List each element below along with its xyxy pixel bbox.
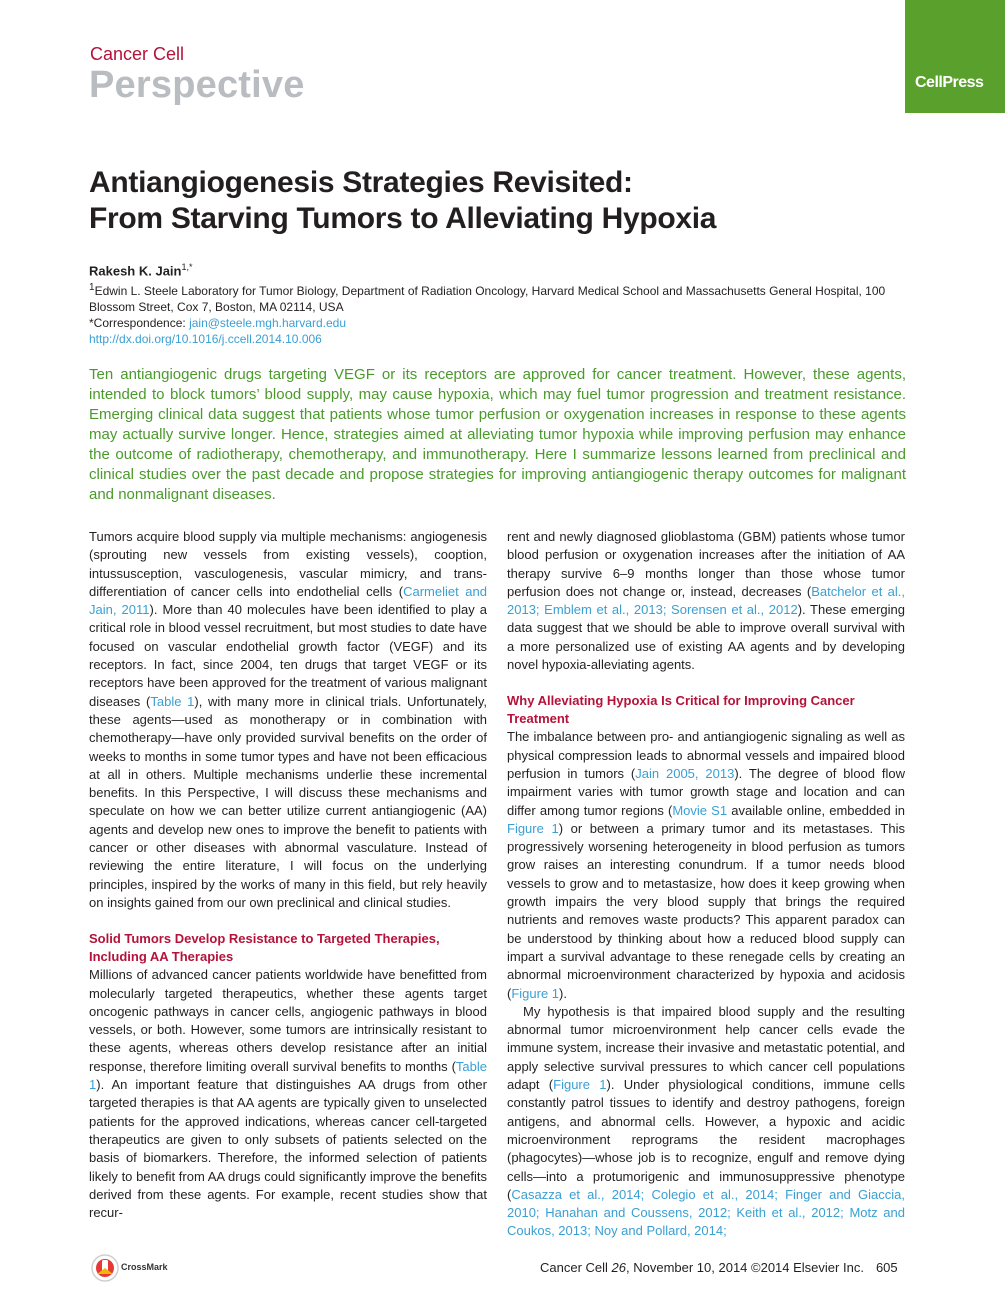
doi-link[interactable]: http://dx.doi.org/10.1016/j.ccell.2014.10.006 — [89, 332, 322, 346]
table-link[interactable]: Table 1 — [150, 693, 195, 709]
author-marks: 1,* — [181, 262, 193, 272]
section-heading: Solid Tumors Develop Resistance to Targeted Therapies, Including AA Therapies — [89, 931, 440, 965]
cellpress-logo: CellPress — [915, 74, 984, 91]
title-line: From Starving Tumors to Alleviating Hypoxia — [89, 202, 717, 235]
correspondence: *Correspondence: jain@steele.mgh.harvard.edu — [89, 316, 346, 330]
table-link[interactable]: Table 1 — [89, 1058, 487, 1093]
author-name: Rakesh K. Jain — [89, 263, 182, 279]
section-heading: Why Alleviating Hypoxia Is Critical for Improving Cancer Treatment — [507, 693, 855, 727]
crossmark-icon[interactable] — [91, 1254, 119, 1282]
affiliation-block — [89, 280, 909, 347]
paragraph: Millions of advanced cancer patients worldwide have benefitted from molecularly targeted therapeutics, whether these agents target oncogenic pathways in cancer cells, angiogenic pathways in blood vessels, or both. However, some tumors are intrinsically resistant to these agents, whereas others develop resistance after an initial response, therefore limiting overall survival benefits to months (Table 1). An important feature that distinguishes AA drugs from other targeted therapies is that AA agents are typically given to unselected patients for the approved indications, whereas cancer cell-targeted therapeutics are given to only subsets of patients selected on the basis of biomarkers. Therefore, the informed selection of patients likely to benefit from AA drugs could significantly improve the benefits derived from these agents. For example, recent studies show that recur- — [89, 967, 487, 1221]
crossmark-label: CrossMark — [121, 1262, 168, 1272]
volume: 26 — [611, 1260, 626, 1275]
paragraph: rent and newly diagnosed glioblastoma (GBM) patients whose tumor blood perfusion or oxygenation increases after the initiation of AA therapy survive 6–9 months longer than those whose tumor perfusion does not change or, instead, decreases (Batchelor et al., 2013; Emblem et al., 2013; Sorensen et al., 2012). These emerging data suggest that we should be able to improve overall survival with a more personalized use of existing AA agents and by developing novel hypoxia-alleviating agents. — [507, 529, 906, 673]
citation-link[interactable]: Casazza et al., 2014; Colegio et al., 2014; Finger and Giaccia, 2010; Hanahan and Coussens, 2012; Keith et al., 2012; Motz and Coukos, 2013; Noy and Pollard, 2014; — [507, 1186, 905, 1239]
cellpress-tab — [905, 0, 1005, 113]
abstract: Ten antiangiogenic drugs targeting VEGF or its receptors are approved for cancer treatment. However, these agents, intended to block tumors’ blood supply, may cause hypoxia, which may fuel tumor progression and treatment resistance. Emerging clinical data suggest that patients whose tumor perfusion or oxygenation increases in response to these agents may actually survive longer. Hence, strategies aimed at alleviating tumor hypoxia while improving perfusion may enhance the outcome of radiotherapy, chemotherapy, and immunotherapy. Here I summarize lessons learned from preclinical and clinical studies over the past decade and propose strategies for improving antiangiogenic therapy outcomes for malignant and nonmalignant diseases. — [89, 366, 906, 503]
affiliation-mark: 1 — [89, 282, 95, 293]
paragraph: My hypothesis is that impaired blood supply and the resulting abnormal tumor microenvironment help cancer cells evade the immune system, increase their invasive and metastatic potential, and apply selective survival pressures to which cancer cell populations adapt (Figure 1). Under physiological conditions, immune cells constantly patrol tissues to identify and destroy pathogens, foreign antigens, and abnormal cells. However, a hypoxic and acidic microenvironment reprograms the resident macrophages (phagocytes)—whose job is to recognize, engulf and remove dying cells—into a protumorigenic and immunosuppressive phenotype (Casazza et al., 2014; Colegio et al., 2014; Finger and Giaccia, 2010; Hanahan and Coussens, 2012; Keith et al., 2012; Motz and Coukos, 2013; Noy and Pollard, 2014; — [507, 1003, 906, 1239]
journal-name: Cancer Cell — [90, 44, 185, 64]
citation-link[interactable]: Carmeliet and Jain, 2011 — [89, 583, 487, 618]
affiliation: $^1$Edwin L. Steele Laboratory for Tumor Biology, Department of Radiation Oncology, Harvard Medical School and Massachusetts General Hospital, 100 Blossom Street, Cox 7, Boston, MA 02114, USA — [89, 282, 886, 314]
paragraph: Tumors acquire blood supply via multiple mechanisms: angiogenesis (sprouting new vessels from existing vessels), cooption, intussusception, vasculogenesis, vascular mimicry, and trans-differentiation of cancer cells into endothelial cells (Carmeliet and Jain, 2011). More than 40 molecules have been identified to play a critical role in blood vessel recruitment, but most studies to date have focused on vascular endothelial growth factor (VEGF) and its receptors. In fact, since 2004, ten drugs that target VEGF or its receptors have been approved for the treatment of various malignant diseases (Table 1), with many more in clinical trials. Unfortunately, these agents—used as monotherapy or in combination with chemotherapy—have only provided survival benefits on the order of weeks to months in some tumor types and have not been efficacious at all in others. Multiple mechanisms underlie these incremental benefits. In this Perspective, I will discuss these mechanisms and speculate on how we can better utilize current antiangiogenic (AA) agents and develop new ones to improve the benefit to patients with cancer or other diseases with abnormal vasculature. Instead of reviewing the entire literature, I will focus on the underlying principles, inspired by the works of many in this field, but rely heavily on insights gained from our own preclinical and clinical studies. — [89, 529, 488, 910]
title-line: Antiangiogenesis Strategies Revisited: — [89, 166, 633, 199]
section-name: Perspective — [89, 64, 305, 106]
page-number: 605 — [875, 1260, 898, 1275]
figure-link[interactable]: Figure 1 — [511, 985, 560, 1001]
movie-link[interactable]: Movie S1 — [672, 802, 728, 818]
author — [89, 262, 193, 278]
article-title — [89, 165, 909, 237]
figure-link[interactable]: Figure 1 — [507, 820, 559, 836]
email-link[interactable]: jain@steele.mgh.harvard.edu — [189, 316, 346, 330]
figure-link[interactable]: Figure 1 — [553, 1077, 607, 1093]
citation-link[interactable]: Batchelor et al., 2013; Emblem et al., 2013; Sorensen et al., 2012 — [507, 583, 906, 618]
citation-link[interactable]: Jain 2005, 2013 — [635, 765, 735, 781]
paragraph: The imbalance between pro- and antiangiogenic signaling as well as physical compression leads to abnormal vessels and impaired blood perfusion in tumors (Jain 2005, 2013). The degree of blood flow impairment varies with tumor growth stage and location and can differ among tumor regions (Movie S1 available online, embedded in Figure 1) or between a primary tumor and its metastases. This progressively worsening heterogeneity in blood perfusion as tumors grow raises an interesting conundrum. If a tumor needs blood vessels to grow and to metastasize, how does it keep growing when growth impairs the very blood supply that brings the required nutrients and removes waste products? This apparent paradox can be understood by thinking about how a reduced blood supply can impart a survival advantage to these renegade cells by creating an abnormal microenvironment characterized by hypoxia and acidosis (Figure 1). — [507, 729, 905, 1001]
page-footer: Cancer Cell 26, November 10, 2014 ©2014 Elsevier Inc. 605 — [540, 1260, 898, 1275]
column-right — [507, 528, 905, 1241]
column-left — [89, 528, 487, 1222]
